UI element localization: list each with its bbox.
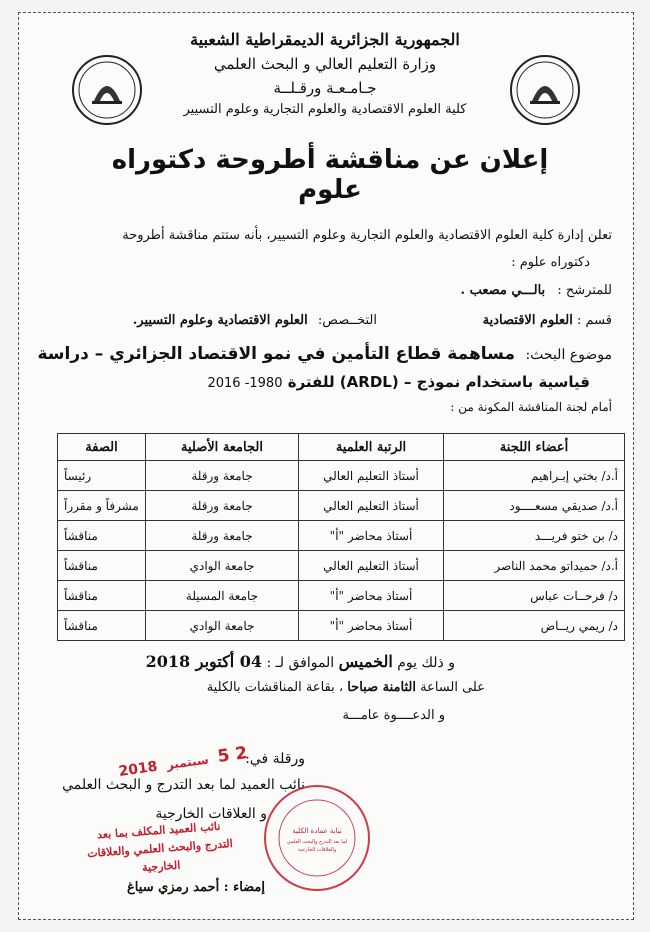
table-row — [58, 581, 625, 611]
stamp-month: سبتمبر — [165, 752, 210, 773]
candidate-line — [461, 283, 612, 298]
col-rank: الرتبة العلمية — [299, 434, 444, 461]
member-role: مناقشاً — [58, 551, 146, 581]
member-rank: أستاذ التعليم العالي — [299, 551, 444, 581]
col-members: أعضاء اللجنة — [444, 434, 625, 461]
signatory-name: أحمد رمزي سياغ — [127, 880, 220, 895]
member-rank: أستاذ محاضر "أ" — [299, 581, 444, 611]
date-prefix: و ذلك يوم — [397, 655, 455, 671]
member-university: جامعة الوادي — [146, 611, 299, 641]
member-name: أ.د/ بختي إبـراهيم — [444, 461, 625, 491]
topic-text-cont: قياسية باستخدام نموذج – (ARDL) للفترة — [287, 373, 590, 391]
member-rank: أستاذ محاضر "أ" — [299, 611, 444, 641]
defense-date: 04 أكتوبر 2018 — [145, 652, 263, 671]
candidate-name: بالـــي مصعب . — [460, 283, 546, 298]
table-row — [58, 551, 625, 581]
university-heading: جـامـعـة ورقـلــة — [273, 79, 377, 97]
red-signature-block: نائب العميد المكلف بما بعد التدرج والبحث العلمي والعلاقات الخارجية — [86, 819, 234, 875]
announcement-title: إعلان عن مناقشة أطروحة دكتوراه علوم — [111, 145, 549, 205]
member-university: جامعة الوادي — [146, 551, 299, 581]
table-row — [58, 521, 625, 551]
svg-text:نيابة عمادة الكلية: نيابة عمادة الكلية — [292, 827, 342, 835]
department-label: قسم : — [577, 313, 612, 328]
member-name: أ.د/ صديقي مسعــــود — [444, 491, 625, 521]
member-name: د/ فرحــات عباس — [444, 581, 625, 611]
svg-text:والعلاقات الخارجية: والعلاقات الخارجية — [297, 847, 337, 853]
member-university: جامعة ورقلة — [146, 461, 299, 491]
topic-label: موضوع البحث: — [525, 347, 612, 363]
defense-day: الخميس — [338, 652, 393, 671]
date-mid: الموافق لـ : — [266, 655, 335, 671]
place-date-label: ورقلة في: — [245, 751, 305, 767]
member-role: مناقشاً — [58, 611, 146, 641]
member-university: جامعة ورقلة — [146, 521, 299, 551]
signature-line — [127, 880, 265, 895]
col-role: الصفة — [58, 434, 146, 461]
faculty-heading: كلية العلوم الاقتصادية والعلوم التجارية وعلوم التسيير — [183, 102, 467, 117]
specialty — [133, 313, 377, 328]
member-name: د/ بن ختو فريـــد — [444, 521, 625, 551]
jury-table — [57, 433, 625, 641]
member-university: جامعة المسيلة — [146, 581, 299, 611]
defense-time-line — [207, 680, 485, 695]
specialty-label: التخــصص: — [317, 313, 377, 328]
intro-text: تعلن إدارة كلية العلوم الاقتصادية والعلوم التجارية وعلوم التسيير، بأنه ستتم مناقشة أطروحة — [122, 228, 612, 243]
table-row — [58, 461, 625, 491]
member-role: مناقشاً — [58, 581, 146, 611]
member-name: أ.د/ حميداتو محمد الناصر — [444, 551, 625, 581]
defense-time: الثامنة صباحا — [347, 680, 416, 695]
member-university: جامعة ورقلة — [146, 491, 299, 521]
stamp-year: 2018 — [117, 758, 159, 780]
department-value: العلوم الاقتصادية — [482, 313, 573, 328]
jury-intro: أمام لجنة المناقشة المكونة من : — [450, 400, 612, 414]
republic-heading: الجمهورية الجزائرية الديمقراطية الشعبية — [190, 30, 460, 49]
member-rank: أستاذ التعليم العالي — [299, 491, 444, 521]
member-rank: أستاذ محاضر "أ" — [299, 521, 444, 551]
time-prefix: على الساعة — [420, 680, 485, 695]
intro-text-cont: دكتوراه علوم : — [511, 255, 590, 270]
topic-line — [38, 344, 613, 364]
university-logo-right — [510, 55, 580, 125]
candidate-label: للمترشح : — [557, 283, 612, 298]
official-round-stamp — [262, 783, 372, 893]
col-university: الجامعة الأصلية — [146, 434, 299, 461]
specialty-value: العلوم الاقتصادية وعلوم التسيير. — [132, 313, 308, 328]
table-row — [58, 491, 625, 521]
table-row — [58, 611, 625, 641]
topic-years: 1980- 2016 — [207, 376, 283, 391]
topic-line-2 — [207, 373, 590, 391]
stamp-day: 2 5 — [216, 743, 249, 767]
member-role: رئيساً — [58, 461, 146, 491]
department-line — [52, 313, 612, 328]
public-invitation: و الدعــــوة عامـــة — [342, 708, 445, 723]
jury-table-header — [58, 434, 625, 461]
member-rank: أستاذ التعليم العالي — [299, 461, 444, 491]
member-role: مشرفاً و مقرراً — [58, 491, 146, 521]
vice-dean-title-cont: و العلاقات الخارجية — [155, 806, 267, 822]
topic-text: مساهمة قطاع التأمين في نمو الاقتصاد الجزائري – دراسة — [37, 344, 515, 364]
venue: ، بقاعة المناقشات بالكلية — [206, 680, 344, 695]
university-emblem-icon — [512, 57, 578, 123]
svg-text:لما بعد التدرج والبحث العلمي: لما بعد التدرج والبحث العلمي — [286, 839, 348, 845]
member-role: مناقشاً — [58, 521, 146, 551]
defense-date-line — [146, 652, 455, 671]
ministry-heading: وزارة التعليم العالي و البحث العلمي — [213, 55, 437, 73]
vice-dean-title: نائب العميد لما بعد التدرج و البحث العلمي — [62, 777, 305, 793]
signature-label: إمضاء : — [223, 880, 265, 895]
member-name: د/ ريمي ريــاض — [444, 611, 625, 641]
